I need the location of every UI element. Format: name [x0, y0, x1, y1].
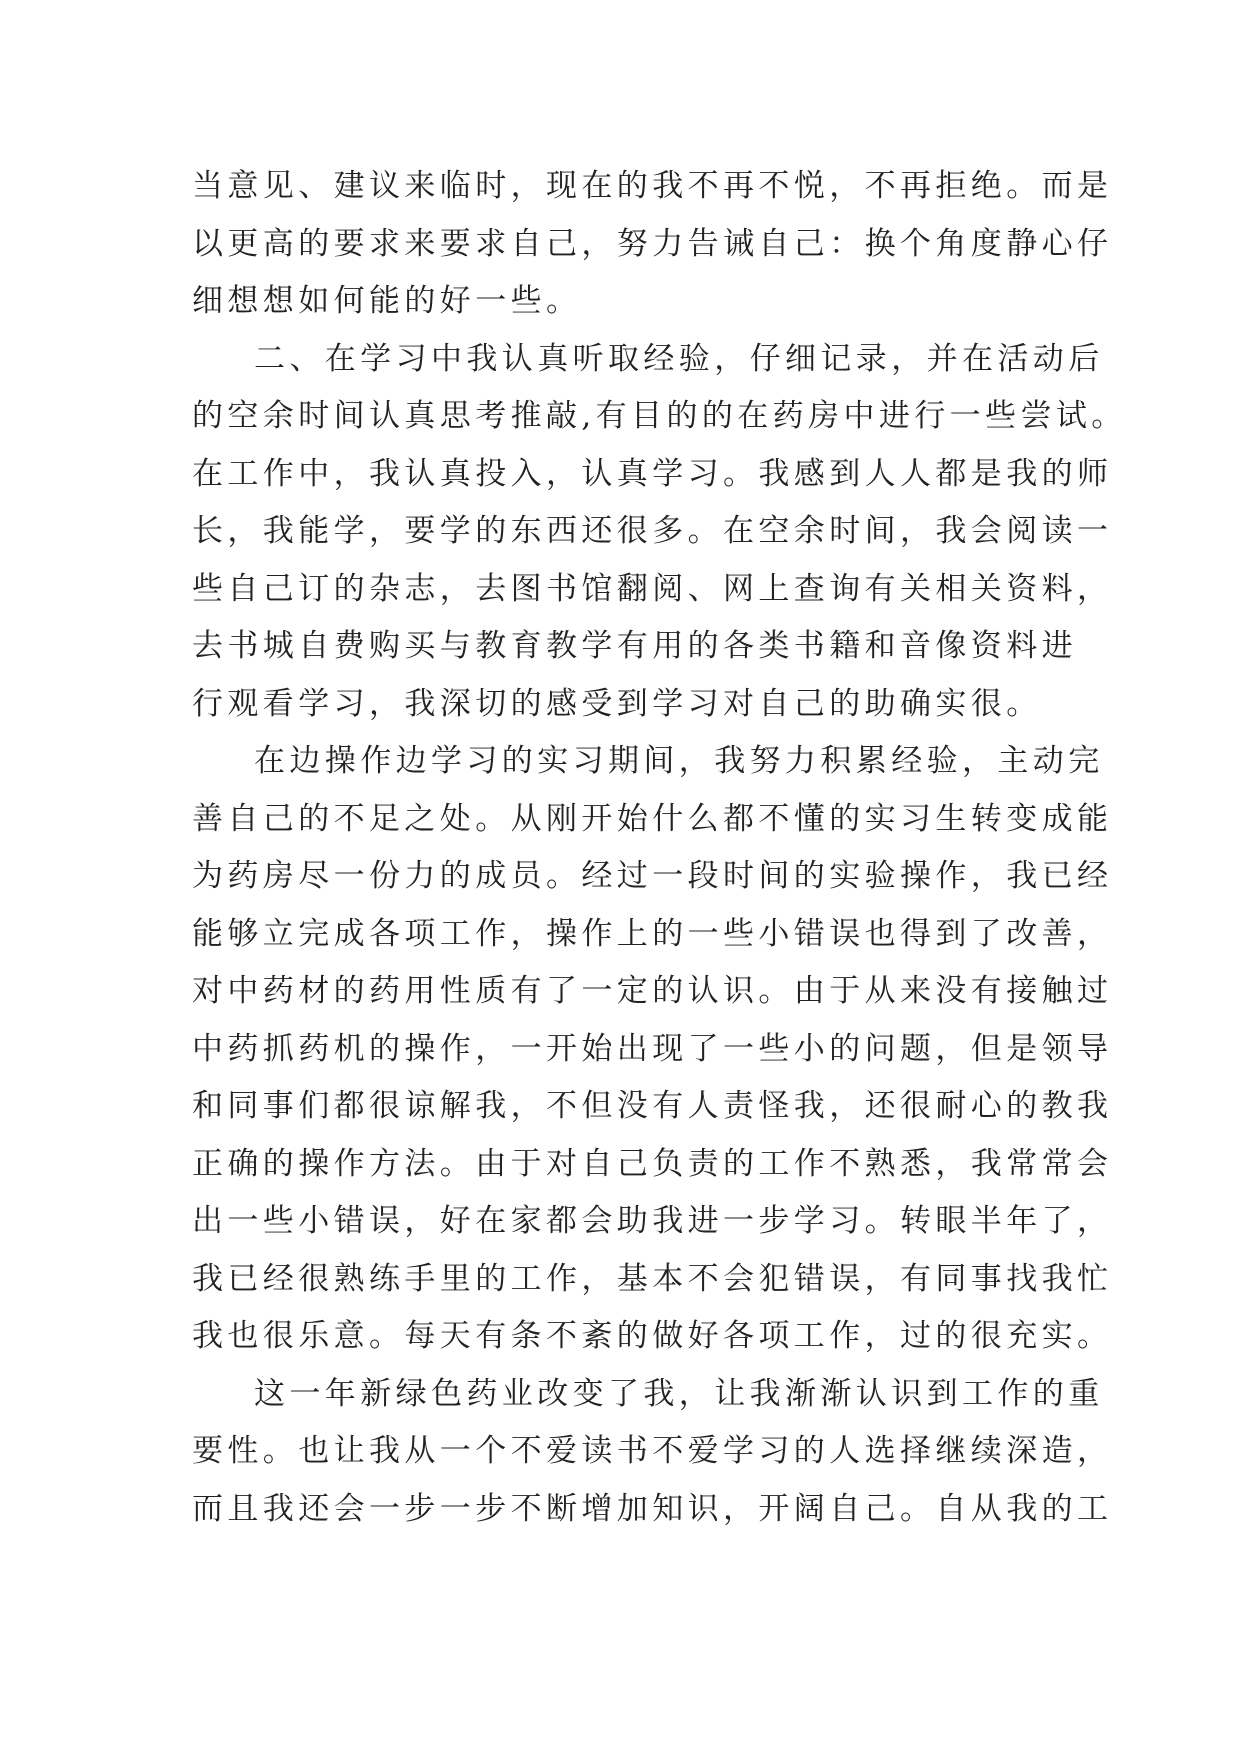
text-line: 这一年新绿色药业改变了我，让我渐渐认识到工作的重	[254, 1375, 1104, 1412]
text-line: 我也很乐意。每天有条不紊的做好各项工作，过的很充实。	[192, 1318, 1113, 1354]
paragraph-1	[192, 158, 1113, 331]
text-line: 去书城自费购买与教育教学有用的各类书籍和音像资料进	[192, 628, 1077, 664]
text-line: 在边操作边学习的实习期间，我努力积累经验，主动完	[254, 743, 1104, 779]
text-line: 我已经很熟练手里的工作，基本不会犯错误，有同事找我忙	[192, 1260, 1113, 1297]
text-line: 出一些小错误，好在家都会助我进一步学习。转眼半年了，	[192, 1203, 1113, 1239]
paragraph-2	[192, 331, 1127, 734]
text-line: 而且我还会一步一步不断增加知识，开阔自己。自从我的工	[192, 1490, 1113, 1527]
text-line: 能够立完成各项工作，操作上的一些小错误也得到了改善，	[192, 915, 1113, 952]
document-body	[192, 158, 1127, 1538]
text-line: 要性。也让我从一个不爱读书不爱学习的人选择继续深造，	[192, 1433, 1113, 1469]
paragraph-4	[192, 1366, 1113, 1539]
text-line: 长，我能学，要学的东西还很多。在空余时间，我会阅读一	[192, 513, 1113, 549]
text-line: 正确的操作方法。由于对自己负责的工作不熟悉，我常常会	[192, 1145, 1113, 1182]
text-line: 在工作中，我认真投入，认真学习。我感到人人都是我的师	[192, 455, 1113, 492]
text-line: 对中药材的药用性质有了一定的认识。由于从来没有接触过	[192, 973, 1113, 1009]
text-line: 行观看学习，我深切的感受到学习对自己的助确实很。	[192, 685, 1042, 722]
text-line: 的空余时间认真思考推敲,有目的的在药房中进行一些尝试。	[192, 398, 1127, 434]
text-line: 善自己的不足之处。从刚开始什么都不懂的实习生转变成能	[192, 800, 1113, 837]
text-line: 中药抓药机的操作，一开始出现了一些小的问题，但是领导	[192, 1030, 1113, 1067]
text-line: 二、在学习中我认真听取经验，仔细记录，并在活动后	[254, 340, 1104, 377]
text-line: 为药房尽一份力的成员。经过一段时间的实验操作，我已经	[192, 858, 1113, 894]
text-line: 和同事们都很谅解我，不但没有人责怪我，还很耐心的教我	[192, 1088, 1113, 1124]
paragraph-3	[192, 733, 1113, 1366]
text-line: 细想想如何能的好一些。	[192, 283, 582, 319]
text-line: 当意见、建议来临时，现在的我不再不悦，不再拒绝。而是	[192, 168, 1113, 204]
text-line: 以更高的要求来要求自己，努力告诫自己：换个角度静心仔	[192, 225, 1113, 262]
text-line: 些自己订的杂志，去图书馆翻阅、网上查询有关相关资料，	[192, 570, 1113, 607]
